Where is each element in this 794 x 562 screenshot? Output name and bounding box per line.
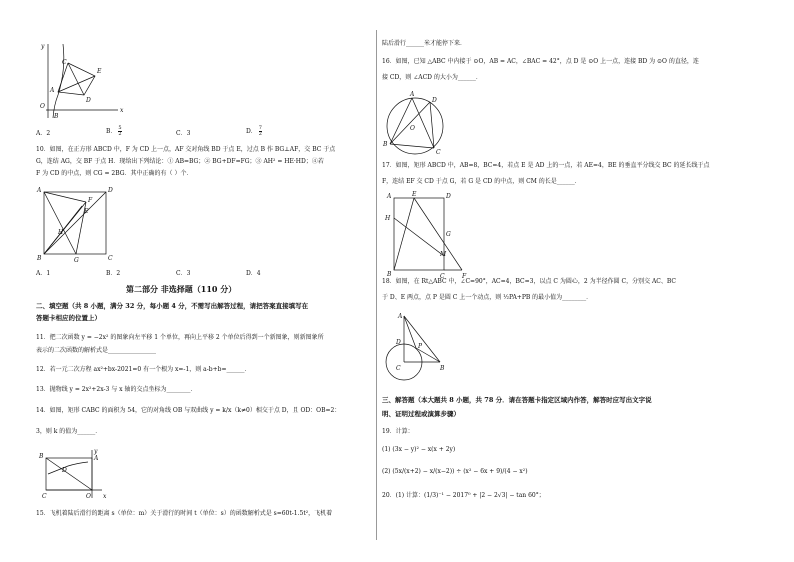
q14-label-c: C — [42, 493, 47, 500]
q10-figure — [38, 186, 118, 266]
q19-part-1: (1) (3x − y)² − x(x + 2y) — [382, 446, 456, 453]
q18-label-a: A — [398, 313, 403, 320]
q9-option-d — [246, 126, 262, 137]
q9-option-a: A．2 — [36, 130, 51, 137]
section2-line-1: 二、填空题（共 8 小题，满分 32 分，每小题 4 分，不需写出解答过程，请把答案直接填写在 — [36, 302, 309, 310]
q9-label-b: B — [54, 113, 59, 120]
q14-label-b: B — [39, 453, 44, 460]
q9-label-c: C — [62, 59, 67, 66]
q9-option-d-label: D． — [246, 128, 257, 135]
q10-option-b: B．2 — [106, 270, 121, 277]
q10-label-h: H — [58, 229, 64, 236]
q17-label-d: D — [446, 193, 451, 200]
q10-label-f: F — [88, 197, 93, 204]
q13: 13．抛物线 y = 2x²+2x-3 与 x 轴的交点坐标为________． — [36, 386, 197, 393]
q14-label-o: O — [86, 493, 91, 500]
q9-b-num: 5 — [118, 125, 122, 131]
q17-label-a: A — [387, 193, 392, 200]
q14-line-1: 14．如图，矩形 CABC 的面积为 54，它的对角线 OB 与双曲线 y = k/x（k≠0）相交于点 D，且 OD：OB=2： — [36, 407, 341, 414]
q17-label-b: B — [387, 271, 392, 278]
q14-figure — [38, 448, 108, 503]
q18-label-c: C — [396, 365, 401, 372]
q9-option-b — [106, 126, 122, 137]
q10-label-g: G — [74, 257, 79, 264]
q16-line-1: 16．如图，已知 △ABC 中内接于 ⊙O，AB = AC，∠BAC = 42°，点 D 是 ⊙O 上一点，连接 BD 为 ⊙O 的直径，连 — [382, 58, 699, 65]
q10-label-b: B — [37, 255, 42, 262]
q20: 20．(1) 计算：(1/3)⁻¹ − 2017⁰ + |2 − 2√3| − tan 60°； — [382, 492, 545, 499]
q16-label-a: A — [410, 91, 415, 98]
q11-line-1: 11．把二次函数 y = −2x² 的图象向左平移 1 个单位，再向上平移 2 个单位后得到一个新图象，则新图象所 — [36, 334, 324, 341]
q14-line-2: 3，则 k 的值为______． — [36, 428, 102, 435]
q10-label-c: C — [108, 255, 113, 262]
right-column — [382, 0, 762, 562]
q14-label-x: x — [103, 493, 107, 500]
q9-label-o: O — [40, 103, 45, 110]
q10-option-a: A．1 — [36, 270, 51, 277]
q14-label-d: D — [62, 467, 67, 474]
q9-option-c: C．3 — [176, 130, 191, 137]
q18-label-p: P — [418, 343, 423, 350]
q14-label-a: A — [94, 455, 99, 462]
q17-label-g: G — [446, 231, 451, 238]
q10-label-e: E — [84, 208, 89, 215]
q9-d-den: 2 — [258, 131, 262, 137]
q10-line-2: G，连结 AG，交 BF 于点 H．现给出下列结论：① AB=BG；② BG+DF=FG；③ AH² = HE·HD；④若 — [36, 158, 324, 165]
q17-label-c: C — [440, 273, 445, 280]
q12: 12．若一元二次方程 ax²+bx-2021=0 有一个根为 x=-1，则 a-b+b=______． — [36, 366, 251, 373]
section3-line-1: 三、解答题（本大题共 8 小题，共 78 分．请在答题卡指定区域内作答，解答时应写出文字说 — [382, 396, 652, 404]
column-divider — [376, 30, 377, 540]
q16-label-b: B — [383, 141, 388, 148]
q17-line-2: F，连结 EF 交 CD 于点 G，若 G 是 CD 的中点，则 CM 的长是______． — [382, 178, 581, 185]
q9-label-a: A — [50, 87, 55, 94]
q9-option-b-label: B． — [106, 128, 117, 135]
section3-line-2: 明、证明过程或演算步骤） — [382, 410, 460, 418]
q18-line-2: 于 D、E 两点，点 P 是圆 C 上一个动点，则 ½PA+PB 的最小值为________． — [382, 294, 593, 301]
q10-line-3: F 为 CD 的中点，则 CG = 2BG．其中正确的有（ ）个． — [36, 170, 193, 177]
q15-continued: 陆后滑行______米才能停下来． — [382, 40, 467, 47]
q10-line-1: 10．如图，在正方形 ABCD 中，F 为 CD 上一点，AF 交对角线 BD 于点 E，过点 B 作 BG⊥AF，交 BC 于点 — [36, 146, 336, 153]
q15: 15．飞机着陆后滑行的距离 s（单位：m）关于滑行的时间 t（单位：s）的函数解析式是 s=60t-1.5t²，飞机着 — [36, 510, 333, 517]
q10-option-d: D．4 — [246, 270, 261, 277]
q9-label-y: y — [41, 43, 45, 50]
section2-line-2: 答题卡相应的位置上） — [36, 314, 101, 322]
q9-label-e: E — [97, 68, 102, 75]
q19: 19．计算： — [382, 428, 414, 435]
q9-label-d: D — [86, 97, 91, 104]
q17-label-e: E — [412, 191, 417, 198]
q10-label-d: D — [108, 187, 113, 194]
q16-figure — [382, 88, 452, 158]
q16-label-c: C — [436, 149, 441, 156]
q17-label-m: M — [440, 251, 447, 258]
q10-label-a: A — [37, 187, 42, 194]
q9-d-num: 7 — [258, 125, 262, 131]
q17-figure — [382, 190, 472, 280]
part2-title: 第二部分 非选择题（110 分） — [126, 284, 237, 294]
q11-line-2: 表示的二次函数的解析式是________________ — [36, 347, 157, 354]
q10-option-c: C．3 — [176, 270, 191, 277]
q17-label-h: H — [385, 215, 391, 222]
q9-figure — [38, 40, 128, 120]
q18-line-1: 18．如图，在 Rt△ABC 中，∠C=90°，AC=4，BC=3，以点 C 为圆心，2 为半径作圆 C，分别交 AC、BC — [382, 278, 677, 285]
q18-figure — [382, 312, 452, 382]
q9-label-x: x — [120, 107, 124, 114]
q16-label-d: D — [432, 97, 437, 104]
q14-label-y: y — [94, 448, 98, 455]
q18-label-b: B — [440, 365, 445, 372]
q18-label-d: D — [396, 339, 401, 346]
q19-part-2: (2) (5x/(x+2) − x/(x−2)) ÷ (x² − 6x + 9)/(4 − x²) — [382, 468, 528, 475]
q9-b-den: 2 — [118, 131, 122, 137]
left-column — [36, 0, 376, 562]
q16-label-o: O — [410, 125, 415, 132]
q17-label-f: F — [462, 273, 467, 280]
q16-line-2: 接 CD，则 ∠ACD 的大小为______． — [382, 74, 482, 81]
q17-line-1: 17．如图，矩形 ABCD 中，AB=8，BC=4，若点 E 是 AD 上的一点，若 AE=4，BE 的垂直平分线交 BC 的延长线于点 — [382, 162, 710, 169]
